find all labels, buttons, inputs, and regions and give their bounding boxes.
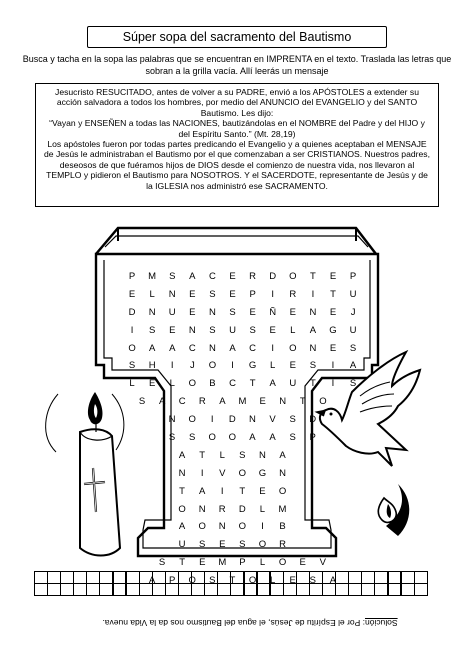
grid-cell[interactable]: S bbox=[138, 396, 146, 408]
grid-cell[interactable]: S bbox=[239, 539, 246, 551]
grid-cell[interactable]: A bbox=[178, 521, 186, 533]
grid-cell[interactable]: V bbox=[269, 414, 276, 426]
grid-cell[interactable]: A bbox=[349, 360, 357, 372]
answer-box[interactable] bbox=[348, 571, 362, 584]
grid-cell[interactable]: E bbox=[289, 306, 296, 318]
grid-cell[interactable]: G bbox=[258, 467, 267, 479]
grid-cell[interactable]: I bbox=[170, 360, 174, 372]
grid-cell[interactable]: S bbox=[148, 324, 156, 336]
grid-row bbox=[122, 322, 364, 340]
grid-cell[interactable]: N bbox=[148, 306, 156, 318]
grid-cell[interactable]: N bbox=[188, 324, 196, 336]
answer-box[interactable] bbox=[270, 583, 284, 596]
grid-cell[interactable]: S bbox=[209, 288, 216, 300]
grid-cell[interactable]: J bbox=[350, 306, 356, 318]
grid-cell[interactable]: N bbox=[309, 342, 317, 354]
grid-cell[interactable]: S bbox=[169, 271, 176, 282]
answer-box[interactable] bbox=[388, 571, 402, 584]
grid-row bbox=[122, 375, 364, 393]
grid-cell[interactable]: A bbox=[169, 342, 176, 354]
answer-box[interactable] bbox=[217, 571, 231, 584]
grid-cell[interactable]: S bbox=[249, 324, 256, 336]
grid-cell[interactable]: O bbox=[258, 539, 267, 551]
answer-box[interactable] bbox=[152, 583, 166, 596]
grid-cell[interactable]: U bbox=[289, 378, 297, 390]
grid-row bbox=[122, 501, 364, 519]
grid-cell[interactable]: C bbox=[208, 271, 216, 282]
grid-cell[interactable]: O bbox=[188, 575, 196, 587]
grid-row bbox=[122, 554, 364, 572]
grid-cell[interactable]: E bbox=[229, 271, 236, 282]
answer-box[interactable] bbox=[165, 571, 179, 584]
answer-box[interactable] bbox=[204, 583, 218, 596]
grid-cell[interactable]: T bbox=[309, 378, 316, 390]
grid-cell[interactable]: L bbox=[149, 288, 155, 300]
answer-box[interactable] bbox=[296, 583, 310, 596]
grid-cell[interactable]: A bbox=[148, 575, 156, 587]
answer-box[interactable] bbox=[309, 571, 323, 584]
answer-box[interactable] bbox=[270, 571, 284, 584]
grid-cell[interactable]: N bbox=[248, 414, 256, 426]
answer-box[interactable] bbox=[283, 571, 297, 584]
story-paragraph-3: Los apóstoles fueron por todas partes predicando el Evangelio y a quienes aceptaban el MENSAJE de Jesús le administraban el Bautismo por el que comenzaban a ser CRISTIANOS. Nuestros padres, deseosos de que fuéramos hijos de DIOS desde el comienzo de nuestra vida, nos llevaron al TEMPLO y pidieron el Bautismo para NOSOTROS. Y el SACERDOTE, representante de Jesús y de la IGLESIA nos administró ese SACRAMENTO. bbox=[44, 139, 430, 191]
grid-cell[interactable]: O bbox=[208, 360, 217, 372]
grid-cell[interactable]: E bbox=[329, 342, 337, 354]
answer-box[interactable] bbox=[34, 583, 48, 596]
grid-cell[interactable]: E bbox=[269, 324, 276, 336]
grid-cell[interactable]: N bbox=[208, 342, 216, 354]
grid-cell[interactable]: N bbox=[218, 521, 226, 533]
grid-cell[interactable]: S bbox=[168, 432, 176, 444]
grid-row bbox=[122, 447, 364, 465]
grid-cell[interactable]: A bbox=[198, 485, 206, 497]
solution-text: : Por el Espíritu de Jesús, el agua del Bautismo nos da la Vida nueva. bbox=[102, 618, 365, 628]
grid-cell[interactable]: N bbox=[168, 414, 176, 426]
grid-cell[interactable]: N bbox=[279, 467, 286, 479]
grid-cell[interactable]: R bbox=[289, 288, 297, 300]
answer-box[interactable] bbox=[204, 571, 218, 584]
answer-box[interactable] bbox=[361, 583, 375, 596]
answer-box[interactable] bbox=[257, 571, 271, 584]
grid-cell[interactable]: D bbox=[269, 271, 277, 282]
grid-cell[interactable]: M bbox=[148, 271, 157, 282]
grid-cell[interactable]: J bbox=[189, 360, 195, 372]
grid-cell[interactable]: L bbox=[219, 449, 225, 461]
grid-cell[interactable]: L bbox=[290, 324, 296, 336]
answer-box[interactable] bbox=[126, 571, 140, 584]
grid-cell[interactable]: L bbox=[169, 378, 175, 390]
grid-cell[interactable]: T bbox=[179, 485, 185, 497]
grid-cell[interactable]: P bbox=[239, 557, 246, 569]
font-rim bbox=[96, 228, 376, 254]
grid-cell[interactable]: A bbox=[158, 396, 166, 408]
grid-row bbox=[122, 393, 364, 411]
answer-box[interactable] bbox=[374, 583, 388, 596]
grid-cell[interactable]: U bbox=[168, 306, 176, 318]
grid-cell[interactable]: D bbox=[238, 503, 246, 515]
grid-cell[interactable]: R bbox=[249, 271, 257, 282]
grid-row bbox=[122, 340, 364, 358]
grid-cell[interactable]: O bbox=[238, 521, 247, 533]
grid-cell[interactable]: G bbox=[329, 324, 337, 336]
font-rim-inner bbox=[118, 228, 356, 241]
page-title: Súper sopa del sacramento del Bautismo bbox=[87, 26, 387, 48]
grid-cell[interactable]: O bbox=[128, 342, 136, 354]
answer-box[interactable] bbox=[309, 583, 323, 596]
grid-cell[interactable]: A bbox=[229, 342, 236, 354]
grid-row bbox=[122, 429, 364, 447]
answer-box[interactable] bbox=[244, 571, 258, 584]
grid-row bbox=[122, 536, 364, 554]
grid-cell[interactable]: O bbox=[198, 521, 206, 533]
grid-cell[interactable]: U bbox=[349, 324, 357, 336]
answer-box[interactable] bbox=[139, 571, 153, 584]
grid-cell[interactable]: P bbox=[128, 271, 136, 282]
answer-box[interactable] bbox=[178, 583, 192, 596]
grid-cell[interactable]: N bbox=[178, 467, 186, 479]
grid-cell[interactable]: S bbox=[289, 414, 296, 426]
answer-box[interactable] bbox=[191, 571, 205, 584]
grid-cell[interactable]: B bbox=[279, 521, 286, 533]
grid-cell[interactable]: G bbox=[248, 360, 257, 372]
grid-cell[interactable]: S bbox=[209, 575, 216, 587]
answer-box[interactable] bbox=[388, 583, 402, 596]
grid-cell[interactable]: V bbox=[219, 467, 226, 479]
grid-cell[interactable]: I bbox=[331, 360, 335, 372]
grid-cell[interactable]: M bbox=[238, 396, 247, 408]
answer-row bbox=[34, 571, 427, 583]
grid-cell[interactable]: D bbox=[228, 414, 236, 426]
grid-cell[interactable]: I bbox=[311, 288, 315, 300]
grid-row bbox=[122, 411, 364, 429]
grid-cell[interactable]: C bbox=[178, 396, 186, 408]
grid-cell[interactable]: A bbox=[178, 449, 186, 461]
answer-box[interactable] bbox=[113, 571, 127, 584]
word-search-grid bbox=[122, 268, 364, 590]
grid-cell[interactable]: O bbox=[278, 485, 287, 497]
answer-box[interactable] bbox=[139, 583, 153, 596]
grid-cell[interactable]: V bbox=[319, 557, 326, 569]
grid-cell[interactable]: P bbox=[309, 432, 316, 444]
grid-cell[interactable]: H bbox=[148, 360, 156, 372]
grid-cell[interactable]: N bbox=[279, 396, 287, 408]
answer-row bbox=[34, 583, 427, 595]
answer-grid bbox=[34, 571, 427, 595]
answer-box[interactable] bbox=[257, 583, 271, 596]
grid-cell[interactable]: I bbox=[271, 342, 275, 354]
answer-box[interactable] bbox=[414, 583, 428, 596]
answer-box[interactable] bbox=[335, 571, 349, 584]
grid-row bbox=[122, 268, 364, 286]
grid-cell[interactable]: P bbox=[349, 271, 357, 282]
story-paragraph-2: “Vayan y ENSEÑEN a todas las NACIONES, bautizándolas en el NOMBRE del Padre y del HIJO y del Espíritu Santo.” (Mt. 28,19) bbox=[49, 118, 425, 139]
grid-cell[interactable]: N bbox=[309, 306, 317, 318]
grid-cell[interactable]: N bbox=[208, 306, 216, 318]
answer-box[interactable] bbox=[73, 571, 87, 584]
answer-box[interactable] bbox=[126, 583, 140, 596]
grid-cell[interactable]: P bbox=[249, 288, 256, 300]
grid-cell[interactable]: O bbox=[228, 432, 237, 444]
answer-box[interactable] bbox=[401, 571, 415, 584]
grid-cell[interactable]: N bbox=[198, 503, 206, 515]
grid-cell[interactable]: O bbox=[319, 396, 327, 408]
grid-cell[interactable]: O bbox=[289, 342, 297, 354]
grid-cell[interactable]: U bbox=[229, 324, 236, 336]
grid-cell[interactable]: S bbox=[158, 557, 166, 569]
grid-cell[interactable]: R bbox=[218, 503, 226, 515]
answer-box[interactable] bbox=[60, 571, 74, 584]
solution-upside-down bbox=[50, 618, 450, 628]
story-paragraph-1: Jesucristo RESUCITADO, antes de volver a su PADRE, envió a los APÓSTOLES a extender su acción salvadora a todos los hombres, por medio del ANUNCIO del EVANGELIO y del SANTO Bautismo. Les dijo: bbox=[55, 87, 419, 118]
grid-cell[interactable]: E bbox=[289, 360, 296, 372]
grid-cell[interactable]: E bbox=[199, 557, 206, 569]
grid-cell[interactable]: S bbox=[209, 324, 216, 336]
answer-box[interactable] bbox=[335, 583, 349, 596]
grid-cell[interactable]: R bbox=[279, 539, 286, 551]
answer-box[interactable] bbox=[86, 571, 100, 584]
answer-box[interactable] bbox=[47, 571, 61, 584]
grid-cell[interactable]: I bbox=[220, 485, 224, 497]
grid-cell[interactable]: P bbox=[168, 575, 176, 587]
grid-cell[interactable]: M bbox=[278, 503, 287, 515]
answer-box[interactable] bbox=[401, 583, 415, 596]
grid-cell[interactable]: T bbox=[239, 485, 246, 497]
grid-cell[interactable]: E bbox=[329, 271, 337, 282]
grid-cell[interactable]: E bbox=[259, 485, 266, 497]
grid-cell[interactable]: D bbox=[128, 306, 136, 318]
grid-cell[interactable]: M bbox=[218, 557, 227, 569]
grid-cell[interactable]: E bbox=[329, 306, 337, 318]
grid-cell[interactable]: E bbox=[189, 306, 196, 318]
grid-cell[interactable]: T bbox=[330, 288, 336, 300]
solution-label: Solución bbox=[364, 618, 398, 628]
grid-cell[interactable]: R bbox=[198, 396, 206, 408]
grid-cell[interactable]: T bbox=[309, 271, 316, 282]
grid-cell[interactable]: B bbox=[209, 378, 216, 390]
grid-cell[interactable]: S bbox=[289, 432, 296, 444]
grid-cell[interactable]: I bbox=[210, 414, 214, 426]
answer-box[interactable] bbox=[165, 583, 179, 596]
grid-cell[interactable]: O bbox=[238, 467, 247, 479]
grid-cell[interactable]: N bbox=[258, 449, 266, 461]
grid-cell[interactable]: E bbox=[299, 557, 306, 569]
grid-row bbox=[122, 286, 364, 304]
grid-cell[interactable]: T bbox=[199, 449, 206, 461]
answer-box[interactable] bbox=[361, 571, 375, 584]
grid-cell[interactable]: E bbox=[219, 539, 226, 551]
grid-cell[interactable]: O bbox=[208, 432, 216, 444]
candle-icon bbox=[46, 392, 124, 556]
grid-cell[interactable]: C bbox=[249, 342, 257, 354]
grid-cell[interactable]: A bbox=[189, 271, 196, 282]
flame-icon bbox=[378, 484, 409, 536]
answer-box[interactable] bbox=[60, 583, 74, 596]
answer-box[interactable] bbox=[191, 583, 205, 596]
grid-row bbox=[122, 304, 364, 322]
grid-cell[interactable]: S bbox=[128, 360, 136, 372]
grid-cell[interactable]: A bbox=[309, 324, 317, 336]
answer-box[interactable] bbox=[73, 583, 87, 596]
grid-cell[interactable]: I bbox=[231, 360, 234, 372]
answer-box[interactable] bbox=[230, 571, 244, 584]
grid-cell[interactable]: A bbox=[269, 378, 276, 390]
answer-box[interactable] bbox=[296, 571, 310, 584]
answer-box[interactable] bbox=[374, 571, 388, 584]
grid-cell[interactable]: Ñ bbox=[269, 306, 277, 318]
grid-cell[interactable]: O bbox=[188, 378, 197, 390]
answer-box[interactable] bbox=[230, 583, 244, 596]
grid-cell[interactable]: T bbox=[179, 557, 186, 569]
grid-cell[interactable]: T bbox=[299, 396, 306, 408]
grid-cell[interactable]: A bbox=[329, 575, 337, 587]
instructions: Busca y tacha en la sopa las palabras que se encuentran en IMPRENTA en el texto. Traslada las letras que sobran a la grilla vacía. Allí leerás un mensaje bbox=[22, 54, 452, 76]
answer-box[interactable] bbox=[244, 583, 258, 596]
grid-cell[interactable]: A bbox=[148, 342, 156, 354]
answer-box[interactable] bbox=[217, 583, 231, 596]
grid-cell[interactable]: S bbox=[309, 360, 317, 372]
answer-box[interactable] bbox=[86, 583, 100, 596]
grid-cell[interactable]: S bbox=[349, 342, 357, 354]
grid-cell[interactable]: L bbox=[259, 557, 266, 569]
grid-cell[interactable]: I bbox=[331, 378, 335, 390]
grid-cell[interactable]: A bbox=[249, 432, 256, 444]
answer-box[interactable] bbox=[113, 583, 127, 596]
grid-cell[interactable]: I bbox=[200, 467, 204, 479]
grid-cell[interactable]: U bbox=[349, 288, 357, 300]
grid-cell[interactable]: N bbox=[168, 288, 176, 300]
answer-box[interactable] bbox=[99, 571, 113, 584]
grid-cell[interactable]: S bbox=[229, 306, 236, 318]
grid-cell[interactable]: L bbox=[129, 378, 135, 390]
grid-cell[interactable]: A bbox=[279, 449, 286, 461]
grid-cell[interactable]: T bbox=[249, 378, 256, 390]
grid-cell[interactable]: A bbox=[219, 396, 226, 408]
grid-cell[interactable]: O bbox=[178, 503, 186, 515]
grid-row bbox=[122, 357, 364, 375]
grid-cell[interactable]: C bbox=[188, 342, 196, 354]
grid-cell[interactable]: L bbox=[259, 503, 266, 515]
grid-cell[interactable]: E bbox=[189, 288, 196, 300]
grid-cell[interactable]: A bbox=[269, 432, 276, 444]
answer-box[interactable] bbox=[348, 583, 362, 596]
grid-cell[interactable]: S bbox=[239, 449, 246, 461]
grid-cell[interactable]: O bbox=[188, 414, 196, 426]
answer-box[interactable] bbox=[178, 571, 192, 584]
grid-cell[interactable]: E bbox=[229, 288, 236, 300]
grid-cell[interactable]: U bbox=[178, 539, 186, 551]
answer-box[interactable] bbox=[283, 583, 297, 596]
answer-box[interactable] bbox=[152, 571, 166, 584]
grid-cell[interactable]: E bbox=[259, 396, 266, 408]
grid-cell[interactable]: S bbox=[188, 432, 196, 444]
grid-cell[interactable]: I bbox=[130, 324, 134, 336]
grid-cell[interactable]: I bbox=[261, 521, 264, 533]
grid-row bbox=[122, 465, 364, 483]
answer-box[interactable] bbox=[322, 571, 336, 584]
answer-box[interactable] bbox=[47, 583, 61, 596]
grid-cell[interactable]: O bbox=[289, 271, 297, 282]
grid-row bbox=[122, 518, 364, 536]
answer-box[interactable] bbox=[34, 571, 48, 584]
grid-cell[interactable]: I bbox=[271, 288, 275, 300]
grid-cell[interactable]: L bbox=[270, 360, 276, 372]
answer-box[interactable] bbox=[99, 583, 113, 596]
grid-cell[interactable]: S bbox=[309, 575, 316, 587]
answer-box[interactable] bbox=[322, 583, 336, 596]
grid-cell[interactable]: E bbox=[169, 324, 176, 336]
grid-cell[interactable]: D bbox=[309, 414, 317, 426]
grid-cell[interactable]: E bbox=[148, 378, 156, 390]
grid-cell[interactable]: O bbox=[248, 575, 257, 587]
grid-cell[interactable]: E bbox=[249, 306, 256, 318]
grid-cell[interactable]: E bbox=[128, 288, 136, 300]
grid-cell[interactable]: S bbox=[349, 378, 357, 390]
grid-cell[interactable]: T bbox=[229, 575, 236, 587]
grid-row bbox=[122, 483, 364, 501]
grid-cell[interactable]: C bbox=[229, 378, 236, 390]
answer-box[interactable] bbox=[414, 571, 428, 584]
grid-cell[interactable]: L bbox=[269, 575, 276, 587]
grid-cell[interactable]: S bbox=[198, 539, 206, 551]
grid-cell[interactable]: O bbox=[278, 557, 287, 569]
grid-cell[interactable]: E bbox=[289, 575, 296, 587]
